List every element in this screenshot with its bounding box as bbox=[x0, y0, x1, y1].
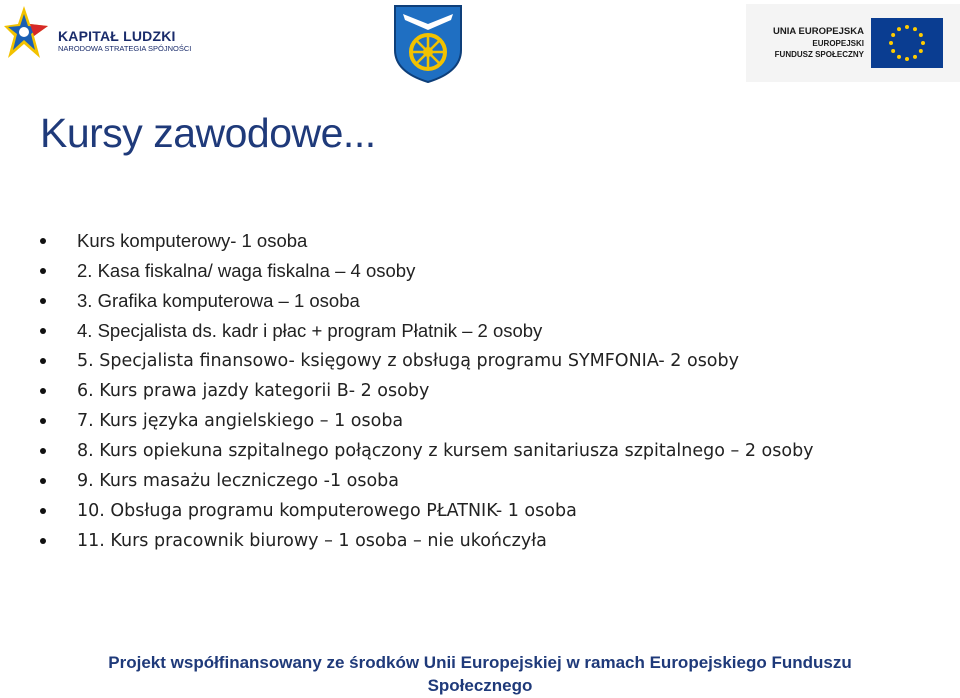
bullet-icon bbox=[40, 508, 46, 514]
coat-of-arms-icon bbox=[391, 2, 465, 84]
kapital-ludzki-logo bbox=[4, 4, 204, 64]
list-item bbox=[40, 316, 814, 346]
list-item-text: 8. Kurs opiekuna szpitalnego połączony z kursem sanitariusza szpitalnego – 2 osoby bbox=[77, 441, 814, 461]
eu-star-icon bbox=[889, 41, 893, 45]
bullet-icon bbox=[40, 238, 46, 244]
eu-star-icon bbox=[897, 55, 901, 59]
list-item-text: 6. Kurs prawa jazdy kategorii B- 2 osoby bbox=[77, 381, 430, 401]
list-item-text: 10. Obsługa programu komputerowego PŁATNIK- 1 osoba bbox=[77, 501, 577, 521]
slide-title: Kursy zawodowe... bbox=[40, 110, 376, 156]
bullet-icon bbox=[40, 358, 46, 364]
list-item bbox=[40, 436, 814, 466]
footer-line-1: Projekt współfinansowany ze środków Unii Europejskiej w ramach Europejskiego Funduszu bbox=[108, 653, 852, 672]
kapital-ludzki-subtitle: NARODOWA STRATEGIA SPÓJNOŚCI bbox=[58, 44, 192, 53]
footer bbox=[0, 651, 960, 697]
list-item-text: 7. Kurs języka angielskiego – 1 osoba bbox=[77, 411, 404, 431]
list-item-text: 11. Kurs pracownik biurowy – 1 osoba – nie ukończyła bbox=[77, 531, 547, 551]
list-item-text: 2. Kasa fiskalna/ waga fiskalna – 4 osoby bbox=[77, 260, 416, 281]
list-item bbox=[40, 496, 814, 526]
list-item-text: 9. Kurs masażu leczniczego -1 osoba bbox=[77, 471, 399, 491]
bullet-icon bbox=[40, 538, 46, 544]
coat-of-arms bbox=[391, 2, 465, 84]
eu-line-3: FUNDUSZ SPOŁECZNY bbox=[774, 50, 864, 59]
bullet-icon bbox=[40, 328, 46, 334]
kapital-ludzki-title: KAPITAŁ LUDZKI bbox=[58, 28, 176, 44]
list-item bbox=[40, 346, 814, 376]
eu-star-icon bbox=[891, 33, 895, 37]
eu-text bbox=[764, 26, 864, 60]
list-item bbox=[40, 466, 814, 496]
eu-star-icon bbox=[897, 27, 901, 31]
bullet-icon bbox=[40, 268, 46, 274]
eu-star-icon bbox=[919, 49, 923, 53]
bullet-icon bbox=[40, 418, 46, 424]
list-item bbox=[40, 226, 814, 256]
eu-logo bbox=[746, 4, 960, 82]
bullet-icon bbox=[40, 448, 46, 454]
footer-line-2: Społecznego bbox=[427, 676, 533, 695]
list-item bbox=[40, 406, 814, 436]
eu-flag-icon bbox=[871, 18, 943, 68]
bullet-icon bbox=[40, 298, 46, 304]
list-item-text: 4. Specjalista ds. kadr i płac + program Płatnik – 2 osoby bbox=[77, 320, 543, 341]
eu-star-icon bbox=[913, 55, 917, 59]
bullet-icon bbox=[40, 388, 46, 394]
list-item-text: 5. Specjalista finansowo- księgowy z obsługą programu SYMFONIA- 2 osoby bbox=[77, 351, 739, 371]
list-item bbox=[40, 286, 814, 316]
eu-star-icon bbox=[905, 25, 909, 29]
list-item-text: 3. Grafika komputerowa – 1 osoba bbox=[77, 290, 360, 311]
list-item bbox=[40, 526, 814, 556]
eu-line-1: UNIA EUROPEJSKA bbox=[773, 26, 864, 37]
eu-star-icon bbox=[919, 33, 923, 37]
course-list bbox=[40, 226, 814, 556]
eu-star-icon bbox=[921, 41, 925, 45]
list-item bbox=[40, 256, 814, 286]
kapital-ludzki-star-icon bbox=[4, 4, 50, 62]
list-item bbox=[40, 376, 814, 406]
kapital-ludzki-text bbox=[58, 28, 191, 54]
eu-star-icon bbox=[913, 27, 917, 31]
eu-star-icon bbox=[905, 57, 909, 61]
eu-star-icon bbox=[891, 49, 895, 53]
eu-line-2: EUROPEJSKI bbox=[812, 39, 864, 48]
list-item-text: Kurs komputerowy- 1 osoba bbox=[77, 230, 308, 251]
bullet-icon bbox=[40, 478, 46, 484]
